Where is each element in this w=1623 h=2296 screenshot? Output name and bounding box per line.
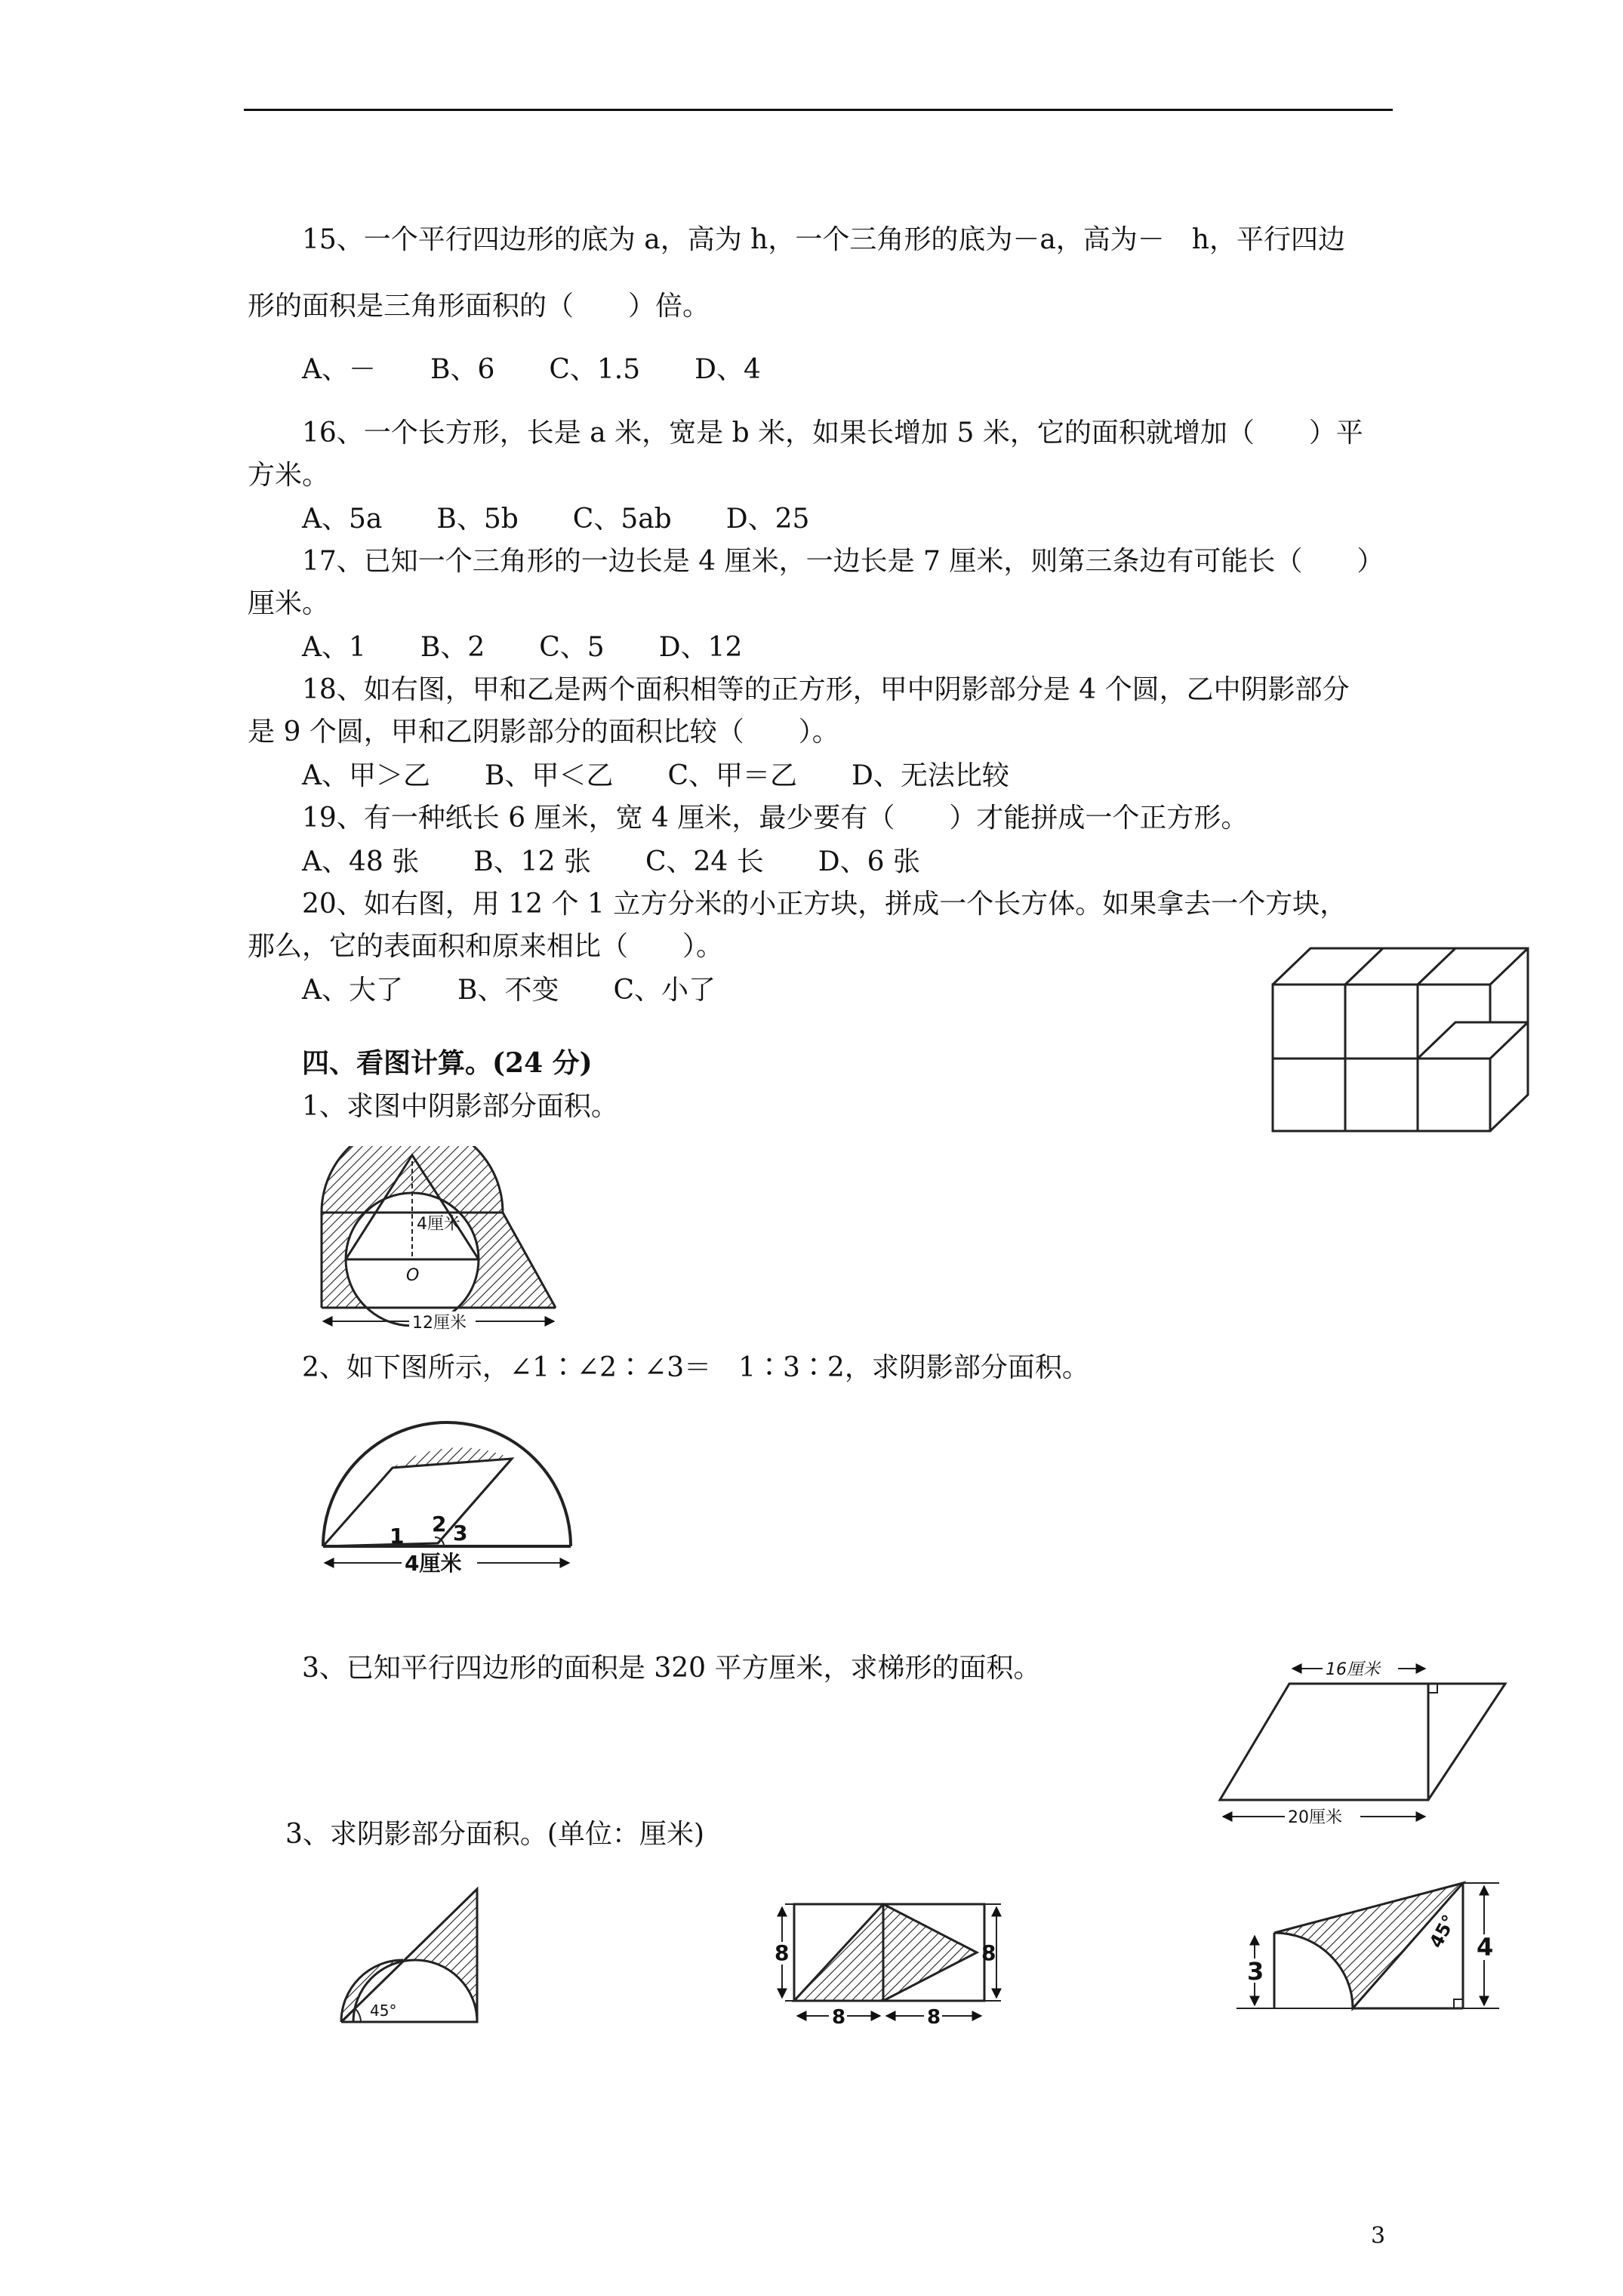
radius-label: 4厘米 bbox=[417, 1215, 460, 1234]
q17-text-line1: 17、已知一个三角形的一边长是 4 厘米，一边长是 7 厘米，则第三条边有可能长（ ） bbox=[302, 546, 1384, 577]
angle-45-label: 45° bbox=[370, 2002, 397, 2020]
q20-options: A、大了 B、不变 C、小了 bbox=[302, 975, 716, 1006]
diameter-label: 4厘米 bbox=[405, 1551, 462, 1576]
problem-2-text: 2、如下图所示，∠1∶∠2∶∠3＝ 1∶3∶2，求阴影部分面积。 bbox=[302, 1352, 1089, 1383]
bottom-length-label: 20厘米 bbox=[1288, 1808, 1342, 1827]
problem-1-text: 1、求图中阴影部分面积。 bbox=[302, 1091, 618, 1122]
angle-45-label: 45° bbox=[1425, 1911, 1461, 1952]
q20-text-line2: 那么，它的表面积和原来相比（ ）。 bbox=[248, 931, 724, 962]
q19-text: 19、有一种纸长 6 厘米，宽 4 厘米，最少要有（ ）才能拼成一个正方形。 bbox=[302, 803, 1249, 834]
base-label: 12厘米 bbox=[412, 1314, 467, 1333]
header-rule bbox=[244, 109, 1393, 111]
figure-4b bbox=[762, 1888, 1019, 2039]
problem-4-text: 3、求阴影部分面积。(单位：厘米) bbox=[285, 1819, 704, 1850]
q16-options: A、5a B、5b C、5ab D、25 bbox=[302, 504, 810, 535]
angle-3-label: 3 bbox=[453, 1521, 468, 1546]
bottom-right-label: 8 bbox=[927, 2006, 941, 2029]
figure-4a bbox=[338, 1881, 486, 2032]
figure-circle-triangle bbox=[314, 1146, 568, 1336]
q16-text-line2: 方米。 bbox=[248, 460, 330, 491]
problem-3-text: 3、已知平行四边形的面积是 320 平方厘米，求梯形的面积。 bbox=[302, 1653, 1041, 1684]
q18-text-line2: 是 9 个圆，甲和乙阴影部分的面积比较（ ）。 bbox=[248, 717, 839, 747]
figure-semicircle bbox=[317, 1419, 574, 1578]
figure-4c bbox=[1229, 1874, 1508, 2017]
q20-text-line1: 20、如右图，用 12 个 1 立方分米的小正方块，拼成一个长方体。如果拿去一个方块， bbox=[302, 889, 1347, 920]
section-4-title: 四、看图计算。(24 分) bbox=[302, 1047, 593, 1079]
figure-parallelogram bbox=[1212, 1655, 1514, 1836]
angle-2-label: 2 bbox=[432, 1512, 447, 1536]
right-height-label: 8 bbox=[981, 1940, 996, 1965]
right-height-label: 4 bbox=[1477, 1933, 1494, 1962]
q15-text-line1: 15、一个平行四边形的底为 a，高为 h，一个三角形的底为－a，高为－ h，平行四边 bbox=[302, 224, 1345, 255]
center-label: O bbox=[406, 1266, 420, 1285]
left-height-label: 8 bbox=[775, 1940, 790, 1965]
top-length-label: 16厘米 bbox=[1326, 1660, 1380, 1679]
left-height-label: 3 bbox=[1247, 1957, 1264, 1986]
q18-options: A、甲＞乙 B、甲＜乙 C、甲＝乙 D、无法比较 bbox=[302, 760, 1009, 791]
page-number: 3 bbox=[1371, 2223, 1386, 2249]
q16-text-line1: 16、一个长方形，长是 a 米，宽是 b 米，如果长增加 5 米，它的面积就增加（ ）平 bbox=[302, 418, 1363, 448]
q18-text-line1: 18、如右图，甲和乙是两个面积相等的正方形，甲中阴影部分是 4 个圆，乙中阴影部分 bbox=[302, 674, 1350, 705]
q17-text-line2: 厘米。 bbox=[248, 588, 330, 619]
cuboid-figure bbox=[1267, 938, 1546, 1142]
angle-1-label: 1 bbox=[390, 1524, 405, 1549]
q19-options: A、48 张 B、12 张 C、24 长 D、6 张 bbox=[302, 846, 920, 877]
bottom-left-label: 8 bbox=[832, 2006, 846, 2029]
q15-options: A、－ B、6 C、1.5 D、4 bbox=[302, 354, 761, 385]
q17-options: A、1 B、2 C、5 D、12 bbox=[302, 632, 743, 663]
q15-text-line2: 形的面积是三角形面积的（ ）倍。 bbox=[248, 291, 710, 322]
